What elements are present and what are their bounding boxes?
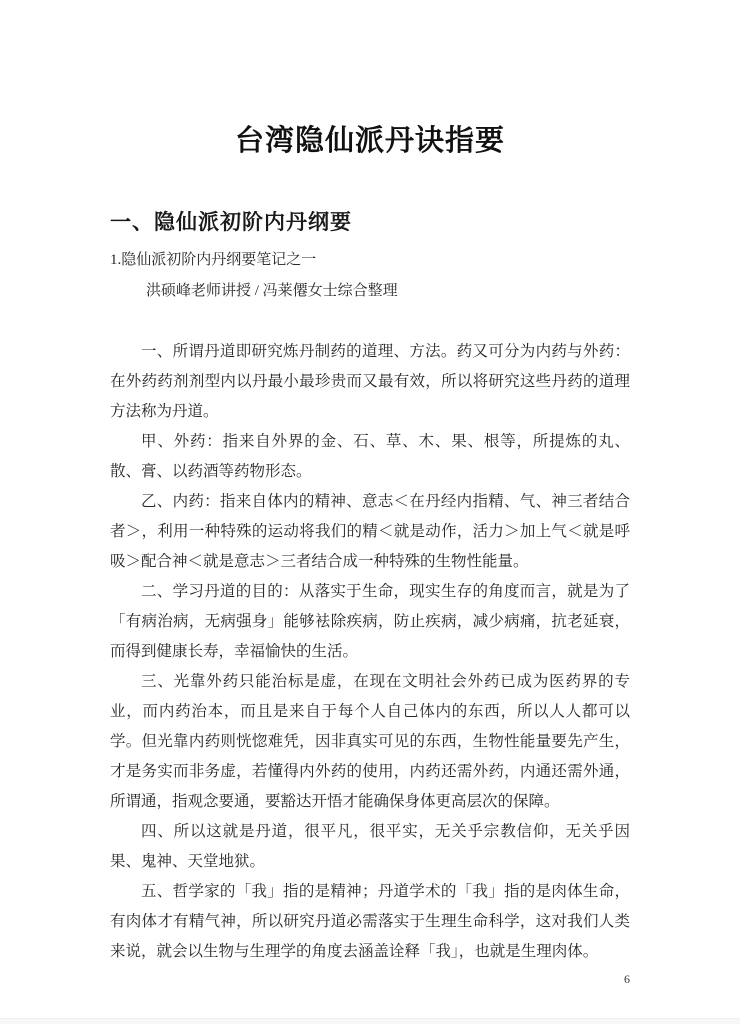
paragraph: 一、所谓丹道即研究炼丹制药的道理、方法。药又可分为内药与外药：在外药药剂剂型内以丹最小最珍贵而又最有效，所以将研究这些丹药的道理方法称为丹道。 bbox=[110, 343, 630, 420]
page-content bbox=[110, 0, 630, 967]
paragraph: 五、哲学家的「我」指的是精神；丹道学术的「我」指的是肉体生命，有肉体才有精气神，所以研究丹道必需落实于生理生命科学，这对我们人类来说，就会以生物与生理学的角度去涵盖诠释「我」，也就是生理肉体。 bbox=[110, 883, 630, 960]
paragraph: 乙、内药：指来自体内的精神、意志＜在丹经内指精、气、神三者结合者＞，利用一种特殊的运动将我们的精＜就是动作，活力＞加上气＜就是呼吸＞配合神＜就是意志＞三者结合成一种特殊的生物性能量。 bbox=[110, 493, 630, 570]
viewer-footer-strip bbox=[0, 1018, 740, 1024]
byline: 洪硕峰老师讲授 / 冯莱僊女士综合整理 bbox=[146, 283, 398, 299]
body-paragraphs bbox=[110, 337, 630, 967]
paragraph: 甲、外药：指来自外界的金、石、草、木、果、根等，所提炼的丸、散、膏、以药酒等药物形态。 bbox=[110, 433, 630, 480]
page-number: 6 bbox=[624, 972, 630, 986]
paragraph: 三、光靠外药只能治标是虚，在现在文明社会外药已成为医药界的专业，而内药治本，而且是来自于每个人自己体内的东西，所以人人都可以学。但光靠内药则恍惚难凭，因非真实可见的东西，生物性能量要先产生，才是务实而非务虚，若懂得内外药的使用，内药还需外药，内通还需外通，所谓通，指观念要通，要豁达开悟才能确保身体更高层次的保障。 bbox=[110, 673, 630, 810]
document-title: 台湾隐仙派丹诀指要 bbox=[234, 125, 505, 157]
paragraph: 四、所以这就是丹道，很平凡，很平实，无关乎宗教信仰，无关乎因果、鬼神、天堂地狱。 bbox=[110, 823, 630, 870]
paragraph: 二、学习丹道的目的：从落实于生命，现实生存的角度而言，就是为了「有病治病，无病强身」能够袪除疾病，防止疾病，减少病痛，抗老延衰，而得到健康长寿，幸福愉快的生活。 bbox=[110, 583, 630, 660]
note-subtitle: 1.隐仙派初阶内丹纲要笔记之一 bbox=[110, 252, 317, 268]
section-heading: 一、隐仙派初阶内丹纲要 bbox=[110, 210, 352, 234]
